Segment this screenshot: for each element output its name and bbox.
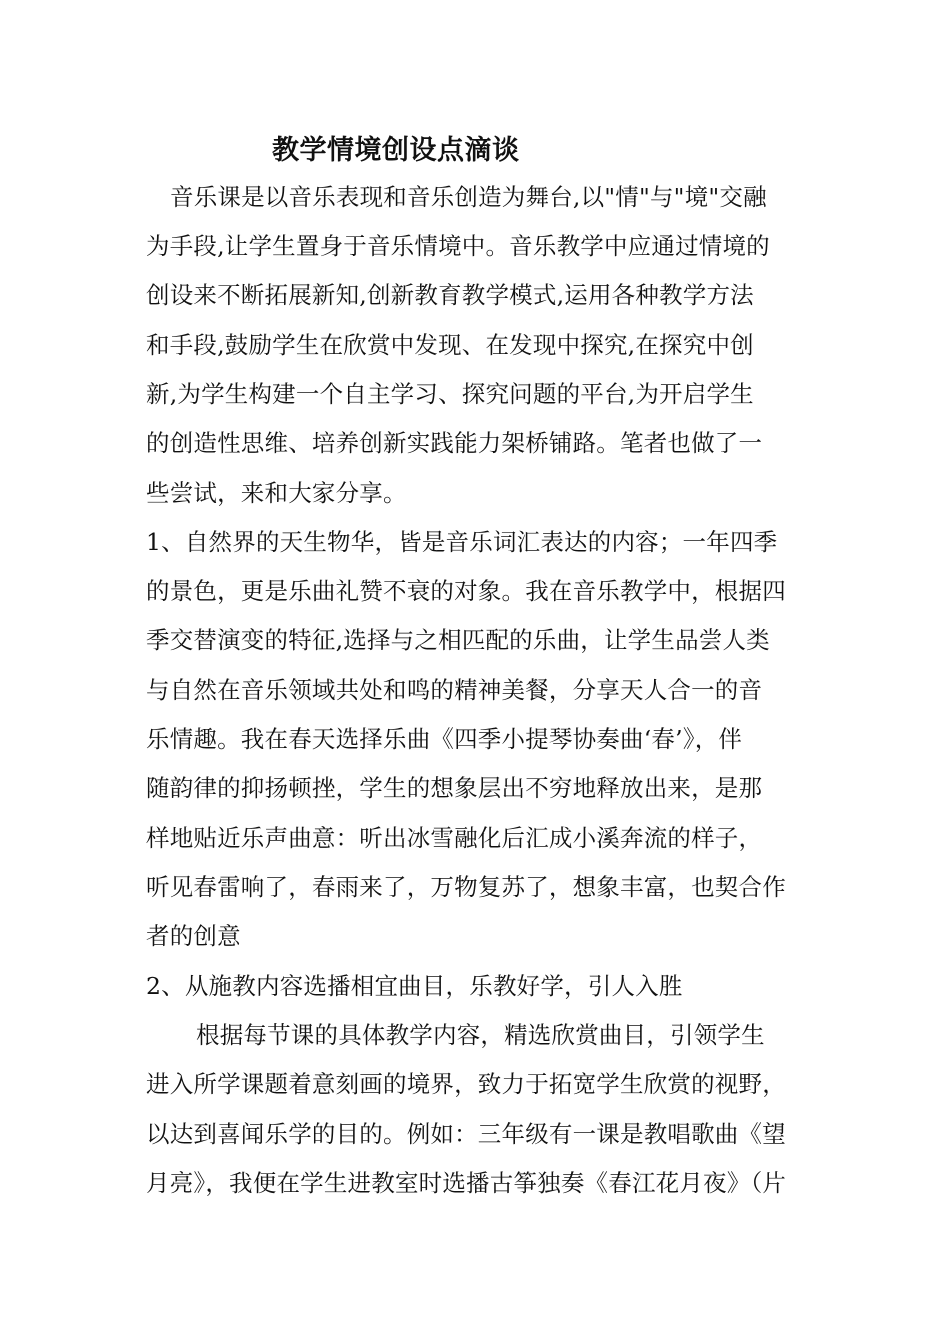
text-line: 进入所学课题着意刻画的境界，致力于拓宽学生欣赏的视野， — [146, 1070, 786, 1098]
text-line: 根据每节课的具体教学内容，精选欣赏曲目，引领学生 — [196, 1021, 765, 1049]
text-line: 创设来不断拓展新知,创新教育教学模式,运用各种教学方法 — [146, 281, 754, 309]
text-line: 为手段,让学生置身于音乐情境中。音乐教学中应通过情境的 — [146, 232, 770, 260]
section-heading: 2、从施教内容选播相宜曲目，乐教好学，引人入胜 — [146, 972, 683, 1000]
document-title: 教学情境创设点滴谈 — [272, 135, 520, 166]
text-line: 听见春雷响了，春雨来了，万物复苏了，想象丰富，也契合作 — [146, 873, 786, 901]
text-line: 的景色，更是乐曲礼赞不衰的对象。我在音乐教学中，根据四 — [146, 577, 786, 605]
text-line: 些尝试，来和大家分享。 — [146, 479, 407, 507]
text-line: 样地贴近乐声曲意：听出冰雪融化后汇成小溪奔流的样子， — [146, 824, 763, 852]
text-line: 随韵律的抑扬顿挫，学生的想象层出不穷地释放出来，是那 — [146, 774, 763, 802]
text-line: 和手段,鼓励学生在欣赏中发现、在发现中探究,在探究中创 — [146, 331, 754, 359]
text-line: 与自然在音乐领域共处和鸣的精神美餐，分享天人合一的音 — [146, 676, 763, 704]
text-line: 新,为学生构建一个自主学习、探究问题的平台,为开启学生 — [146, 380, 754, 408]
text-line: 者的创意 — [146, 922, 241, 950]
text-line: 音乐课是以音乐表现和音乐创造为舞台,以"情"与"境"交融 — [170, 183, 767, 211]
text-line: 乐情趣。我在春天选择乐曲《四季小提琴协奏曲‘春’》，伴 — [146, 725, 743, 753]
text-line: 的创造性思维、培养创新实践能力架桥铺路。笔者也做了一 — [146, 429, 763, 457]
text-line: 季交替演变的特征,选择与之相匹配的乐曲，让学生品尝人类 — [146, 626, 770, 654]
text-line: 月亮》，我便在学生进教室时选播古筝独奏《春江花月夜》（片 — [146, 1169, 787, 1197]
text-line: 以达到喜闻乐学的目的。例如：三年级有一课是教唱歌曲《望 — [146, 1120, 786, 1148]
text-line: 1、自然界的天生物华，皆是音乐词汇表达的内容；一年四季 — [146, 528, 778, 556]
